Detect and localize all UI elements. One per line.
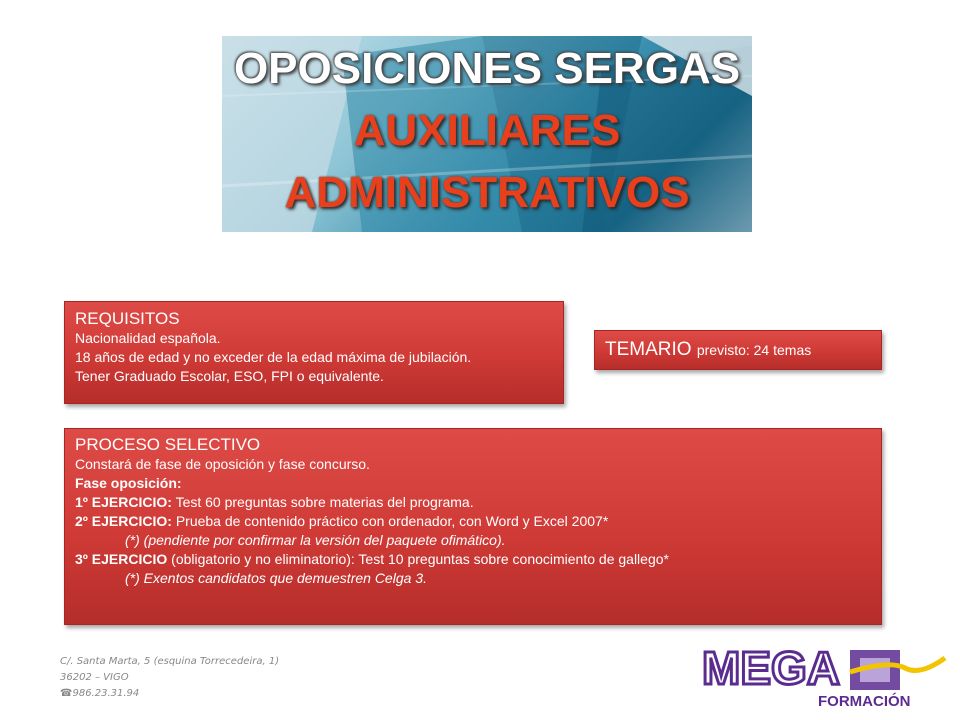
ejercicio-3-note: (*) Exentos candidatos que demuestren Celga 3. [125,570,427,586]
header-banner [222,36,752,232]
temario-detail: previsto: 24 temas [696,342,812,358]
proceso-title: PROCESO SELECTIVO [75,435,261,454]
ejercicio-1-text: Test 60 preguntas sobre materias del programa. [175,494,474,510]
logo-sub-text: FORMACIÓN [818,693,911,710]
requisito-item: 18 años de edad y no exceder de la edad máxima de jubilación. [75,349,472,365]
requisito-item: Nacionalidad española. [75,330,221,346]
ejercicio-3-text: (obligatorio y no eliminatorio): Test 10 preguntas sobre conocimiento de gallego* [171,551,669,567]
address-phone: 986.23.31.94 [72,688,140,699]
temario-title: TEMARIO [605,339,692,360]
ejercicio-2 [75,512,871,531]
logo-main-text: MEGA [702,642,840,694]
proceso-selectivo-box [64,428,882,625]
ejercicio-3 [75,550,871,569]
proceso-intro: Constará de fase de oposición y fase concurso. [75,456,370,472]
requisitos-box [64,301,564,404]
logo-graphic [700,640,950,712]
banner-title-line2: AUXILIARES [353,106,621,155]
temario-box [594,330,882,370]
fase-oposicion-label: Fase oposición: [75,475,182,491]
ejercicio-3-label: 3º EJERCICIO [75,551,168,567]
ejercicio-1-label: 1º EJERCICIO: [75,494,172,510]
ejercicio-2-label: 2º EJERCICIO: [75,513,172,529]
banner-title-line1: OPOSICIONES SERGAS [233,44,741,93]
requisitos-title: REQUISITOS [75,309,180,328]
ejercicio-1 [75,493,871,512]
ejercicio-2-text: Prueba de contenido práctico con ordenador, con Word y Excel 2007* [175,513,609,529]
address-phone-row [60,686,279,702]
address-block [60,654,279,702]
requisito-item: Tener Graduado Escolar, ESO, FPI o equivalente. [75,368,384,384]
ejercicio-2-note: (*) (pendiente por confirmar la versión del paquete ofimático). [125,532,506,548]
address-street: C/. Santa Marta, 5 (esquina Torrecedeira, 1) [60,656,280,667]
mega-formacion-logo [700,640,950,712]
address-city: 36202 – VIGO [60,672,129,683]
phone-icon: ☎ [60,688,73,699]
banner-title-line3: ADMINISTRATIVOS [284,168,690,217]
